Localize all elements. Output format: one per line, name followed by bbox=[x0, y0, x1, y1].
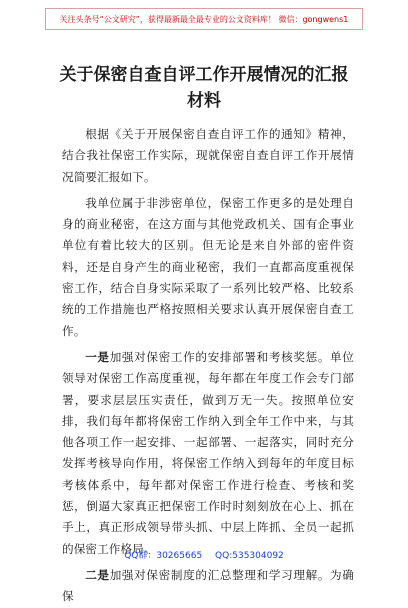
footer-contact bbox=[0, 548, 408, 561]
qq-group-number: QQ群：30265665 bbox=[124, 551, 203, 561]
paragraph-lead: 二是 bbox=[85, 567, 110, 582]
paragraph-point-two bbox=[62, 565, 354, 608]
document-title: 关于保密自查自评工作开展情况的汇报材料 bbox=[59, 65, 349, 111]
promo-banner-text: 关注头条号“公文研究”，获得最新最全最专业的公文资料库！ 微信：gongwens1 bbox=[59, 14, 349, 24]
paragraph-text: 根据《关于开展保密自查自评工作的通知》精神，结合我社保密工作实际，现就保密自查自评工作开展情况简要汇报如下。 bbox=[62, 127, 354, 184]
promo-banner bbox=[45, 8, 363, 30]
document-body bbox=[62, 124, 354, 608]
qq-number: QQ:535304092 bbox=[215, 551, 284, 561]
paragraph-intro bbox=[62, 124, 354, 188]
paragraph-text: 加强对保密工作的安排部署和考核奖惩。单位领导对保密工作高度重视，每年都在年度工作会专门部署，要求层层压实责任，做到万无一失。按照单位安排，我们每年都将保密工作纳入到全年工作中来，与其他各项工作一起安排、一起部署、一起落实，同时充分发挥考核导向作用，将保密工作纳入到每年的年度目标考核体系中，每年都对保密工作进行检查、考核和奖惩，倒逼大家真正把保密工作时时刻刻放在心上、抓在手上，真正形成领导带头抓、中层上阵抓、全员一起抓的保密工作格局。 bbox=[62, 349, 354, 556]
paragraph-background bbox=[62, 193, 354, 342]
paragraph-point-one bbox=[62, 347, 354, 560]
paragraph-lead: 一是 bbox=[85, 349, 110, 364]
paragraph-text: 我单位属于非涉密单位，保密工作更多的是处理自身的商业秘密，在这方面与其他党政机关、国有企事业单位有着比较大的区别。但无论是来自外部的密件资料，还是自身产生的商业秘密，我们一直都高度重视保密工作，结合自身实际采取了一系列比较严格、比较系统的工作措施也严格按照相关要求认真开展保密自查工作。 bbox=[62, 195, 354, 338]
paragraph-text: 加强对保密制度的汇总整理和学习理解。为确保 bbox=[62, 567, 354, 604]
